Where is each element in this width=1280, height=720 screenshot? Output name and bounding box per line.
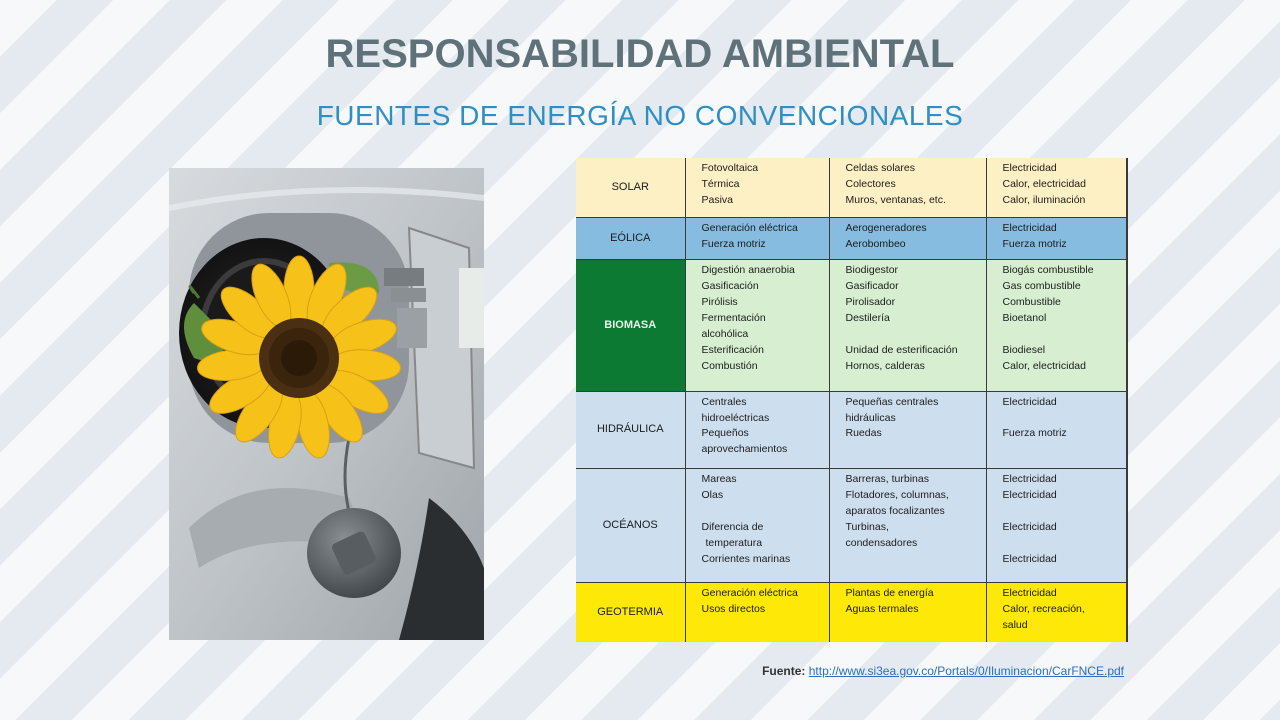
technology-cell bbox=[685, 469, 829, 582]
cell-text: Fotovoltaica bbox=[701, 162, 759, 174]
use-cell bbox=[986, 469, 1127, 582]
cell-text: Electricidad bbox=[1002, 586, 1057, 599]
cell-text: Barreras, turbinas bbox=[845, 473, 929, 486]
device-cell bbox=[829, 469, 986, 582]
cell-text: Ruedas bbox=[845, 427, 882, 440]
cell-text: Pasiva bbox=[701, 193, 734, 206]
technology-cell bbox=[685, 158, 829, 218]
cell-text: Térmica bbox=[701, 177, 740, 190]
cell-text: Calor, electricidad bbox=[1002, 177, 1086, 190]
device-cell bbox=[829, 260, 986, 391]
cell-text: Pirolisador bbox=[845, 296, 896, 309]
device-cell bbox=[829, 218, 986, 260]
source-cell: OCÉANOS bbox=[576, 469, 685, 582]
table-row-solar bbox=[576, 158, 1127, 218]
device-cell bbox=[829, 158, 986, 218]
cell-text: Electricidad bbox=[1002, 473, 1057, 486]
cell-text: Electricidad bbox=[1002, 552, 1057, 565]
cell-blank-line bbox=[1003, 411, 1127, 427]
cell-text: Aerogeneradores bbox=[845, 222, 927, 235]
use-cell bbox=[986, 260, 1127, 391]
cell-text: Electricidad bbox=[1002, 521, 1057, 534]
cell-text: Pirólisis bbox=[701, 296, 738, 309]
cell-text: temperatura bbox=[705, 537, 763, 550]
cell-text: Electricidad bbox=[1002, 222, 1057, 235]
technology-cell bbox=[685, 218, 829, 260]
cell-blank-line bbox=[702, 504, 829, 520]
cell-text: Olas bbox=[701, 489, 724, 502]
cell-text: Electricidad bbox=[1002, 395, 1057, 408]
sunflower-fuel-tank-photo bbox=[169, 168, 484, 640]
cell-text: Biogás combustible bbox=[1002, 264, 1094, 277]
source-citation bbox=[762, 664, 1124, 678]
use-cell bbox=[986, 218, 1127, 260]
cell-text: aprovechamientos bbox=[701, 443, 788, 456]
source-cell: HIDRÁULICA bbox=[576, 391, 685, 469]
cell-text: Flotadores, columnas, bbox=[845, 489, 949, 502]
source-cell: SOLAR bbox=[576, 158, 685, 218]
cell-text: Colectores bbox=[845, 177, 896, 190]
cell-text: Calor, electricidad bbox=[1002, 359, 1086, 372]
use-cell bbox=[986, 391, 1127, 469]
cell-text: Centrales bbox=[701, 395, 747, 408]
cell-text: Generación eléctrica bbox=[701, 222, 798, 235]
cell-text: hidráulicas bbox=[845, 411, 896, 424]
cell-text: salud bbox=[1002, 618, 1028, 631]
cell-text: Muros, ventanas, etc. bbox=[845, 193, 946, 206]
cell-text: Corrientes marinas bbox=[701, 552, 791, 565]
technology-cell bbox=[685, 260, 829, 391]
cell-text: Aguas termales bbox=[845, 602, 919, 615]
use-cell bbox=[986, 582, 1127, 642]
device-cell bbox=[829, 582, 986, 642]
cell-text: Destilería bbox=[845, 312, 890, 325]
device-cell bbox=[829, 391, 986, 469]
cell-text: Combustible bbox=[1002, 296, 1061, 309]
cell-text: Calor, iluminación bbox=[1002, 193, 1086, 206]
use-cell bbox=[986, 158, 1127, 218]
cell-text: condensadores bbox=[845, 537, 918, 550]
table-row-oceanos bbox=[576, 469, 1127, 582]
cell-text: Mareas bbox=[701, 473, 737, 486]
cell-text: Biodigestor bbox=[845, 264, 899, 277]
technology-cell bbox=[685, 391, 829, 469]
cell-blank-line bbox=[1003, 504, 1127, 520]
cell-text: Turbinas, bbox=[845, 521, 889, 534]
cell-text: Electricidad bbox=[1002, 489, 1057, 502]
table-row-eolica bbox=[576, 218, 1127, 260]
cell-text: Fermentación bbox=[701, 312, 766, 325]
cell-text: Biodiesel bbox=[1002, 343, 1046, 356]
cell-text: Pequeñas centrales bbox=[845, 395, 939, 408]
cell-text: Celdas solares bbox=[845, 162, 915, 174]
cell-text: Esterificación bbox=[701, 343, 764, 356]
sunflower-illustration bbox=[169, 168, 484, 640]
cell-blank-line bbox=[1003, 536, 1127, 552]
cell-blank-line bbox=[1003, 327, 1127, 343]
table-row-biomasa bbox=[576, 260, 1127, 391]
source-cell: BIOMASA bbox=[576, 260, 685, 391]
cell-text: Usos directos bbox=[701, 602, 766, 615]
slide-title: RESPONSABILIDAD AMBIENTAL bbox=[325, 32, 955, 76]
technology-cell bbox=[685, 582, 829, 642]
table-row-geotermia bbox=[576, 582, 1127, 642]
cell-text: Combustión bbox=[701, 359, 758, 372]
cell-text: Gasificación bbox=[701, 280, 759, 293]
cell-text: Pequeños bbox=[701, 427, 749, 440]
cell-text: Digestión anaerobia bbox=[701, 264, 795, 277]
source-label: Fuente: bbox=[762, 664, 806, 678]
cell-text: Plantas de energía bbox=[845, 586, 934, 599]
cell-text: Fuerza motriz bbox=[701, 237, 766, 250]
cell-text: aparatos focalizantes bbox=[845, 505, 945, 518]
cell-text: Gas combustible bbox=[1002, 280, 1081, 293]
cell-text: Aerobombeo bbox=[845, 237, 906, 250]
cell-text: Diferencia de bbox=[701, 521, 764, 534]
cell-text: Calor, recreación, bbox=[1002, 602, 1085, 615]
cell-text: Generación eléctrica bbox=[701, 586, 798, 599]
cell-text: Unidad de esterificación bbox=[845, 343, 958, 356]
cell-text: Fuerza motriz bbox=[1002, 427, 1067, 440]
cell-text: Electricidad bbox=[1002, 162, 1057, 174]
source-cell: GEOTERMIA bbox=[576, 582, 685, 642]
cell-text: Bioetanol bbox=[1002, 312, 1047, 325]
cell-text: Fuerza motriz bbox=[1002, 237, 1067, 250]
table-row-hidraulica bbox=[576, 391, 1127, 469]
cell-text: Hornos, calderas bbox=[845, 359, 925, 372]
slide-subtitle: FUENTES DE ENERGÍA NO CONVENCIONALES bbox=[316, 100, 964, 131]
cell-text: hidroeléctricas bbox=[701, 411, 770, 424]
cell-text: alcohólica bbox=[701, 327, 749, 340]
source-cell: EÓLICA bbox=[576, 218, 685, 260]
cell-blank-line bbox=[846, 327, 986, 343]
energy-sources-table bbox=[576, 158, 1128, 642]
cell-text: Gasificador bbox=[845, 280, 899, 293]
source-link[interactable]: http://www.si3ea.gov.co/Portals/0/Iluminacion/CarFNCE.pdf bbox=[808, 664, 1124, 678]
